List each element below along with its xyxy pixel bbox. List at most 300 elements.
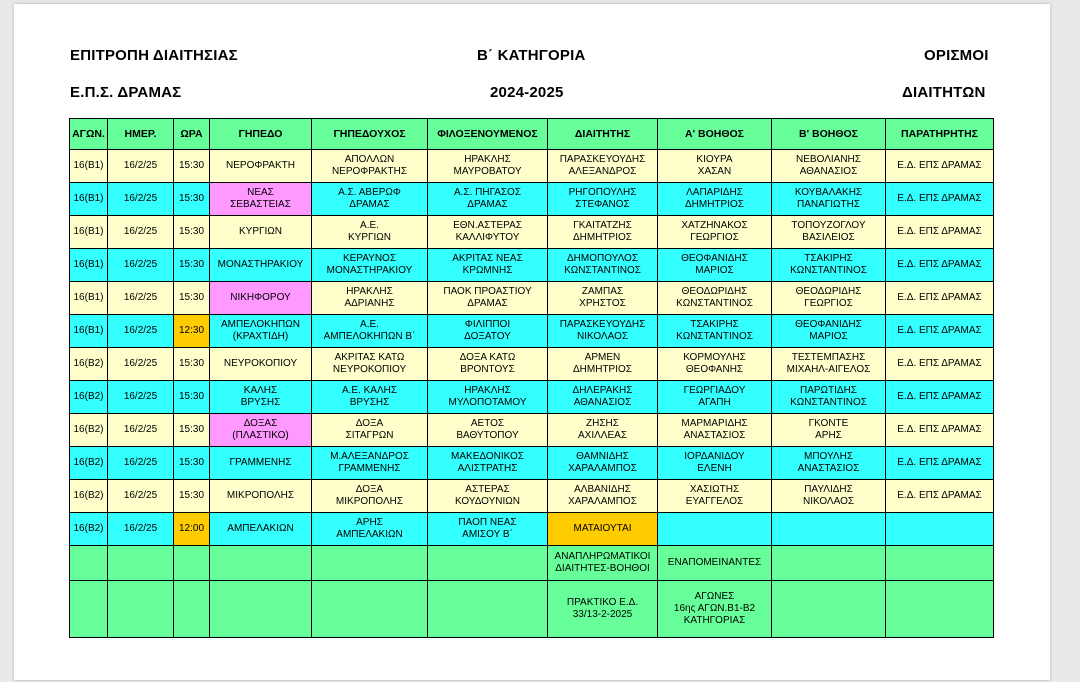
category-title: Β΄ ΚΑΤΗΓΟΡΙΑ	[477, 47, 586, 64]
away-team-cell	[428, 414, 548, 447]
away-team-cell-line: ΚΑΛΛΙΦΥΤΟΥ	[455, 232, 520, 243]
away-team-cell	[428, 447, 548, 480]
referee-cell	[548, 348, 658, 381]
referees-title: ΔΙΑΙΤΗΤΩΝ	[902, 84, 986, 101]
assistant2-cell	[772, 480, 886, 513]
away-team-cell	[428, 282, 548, 315]
stadium-cell	[210, 381, 312, 414]
away-team-cell	[428, 150, 548, 183]
referee-cell	[548, 381, 658, 414]
away-team-cell	[428, 315, 548, 348]
table-row	[70, 381, 994, 414]
away-team-cell-line: ΑΜΙΣΟΥ Β΄	[462, 529, 513, 540]
referee-cell-line: ΠΑΡΑΣΚΕΥΟΥΔΗΣ	[559, 319, 646, 330]
footer-referee-note	[548, 581, 658, 638]
home-team-cell-line: ΑΚΡΙΤΑΣ ΚΑΤΩ	[334, 352, 405, 363]
assistant1-cell	[658, 183, 772, 216]
home-team-cell-line: Α.Ε.	[360, 220, 379, 231]
time-cell: 15:30	[174, 282, 210, 315]
date-cell: 16/2/25	[108, 447, 174, 480]
home-team-cell-line: ΚΕΡΑΥΝΟΣ	[342, 253, 397, 264]
date-cell: 16/2/25	[108, 513, 174, 546]
home-team-cell-line: ΑΡΗΣ	[356, 517, 383, 528]
match-day-cell: 16(Β1)	[70, 216, 108, 249]
date-cell: 16/2/25	[108, 249, 174, 282]
referee-cell-line: ΡΗΓΟΠΟΥΛΗΣ	[568, 187, 637, 198]
empty-cell	[312, 546, 428, 581]
referee-cell-line: ΜΑΤΑΙΟΥΤΑΙ	[573, 523, 632, 534]
stadium-cell-line: (ΚΡΑΧΤΙΔΗ)	[232, 331, 289, 342]
match-day-cell: 16(Β1)	[70, 282, 108, 315]
referee-cell-line: ΝΙΚΟΛΑΟΣ	[576, 331, 629, 342]
referee-cell-line: ΖΑΜΠΑΣ	[581, 286, 624, 297]
referee-cell	[548, 183, 658, 216]
observer-cell: Ε.Δ. ΕΠΣ ΔΡΑΜΑΣ	[886, 249, 994, 282]
referee-cell-line: ΠΑΡΑΣΚΕΥΟΥΔΗΣ	[559, 154, 646, 165]
referee-cell-line: ΔΗΛΕΡΑΚΗΣ	[572, 385, 633, 396]
empty-cell	[428, 581, 548, 638]
stadium-cell-line: ΚΥΡΓΙΩΝ	[239, 226, 282, 237]
away-team-cell-line: ΑΣΤΕΡΑΣ	[465, 484, 510, 495]
time-cell: 15:30	[174, 216, 210, 249]
footer-assistant-note-line: ΕΝΑΠΟΜΕΙΝΑΝΤΕΣ	[667, 557, 762, 568]
observer-cell: Ε.Δ. ΕΠΣ ΔΡΑΜΑΣ	[886, 183, 994, 216]
stadium-cell-line: ΝΕΡΟΦΡΑΚΤΗ	[226, 160, 295, 171]
match-day-cell: 16(Β2)	[70, 381, 108, 414]
column-header: ΓΗΠΕΔΟΥΧΟΣ	[312, 119, 428, 150]
assistant1-cell	[658, 282, 772, 315]
away-team-cell-line: ΒΡΟΝΤΟΥΣ	[460, 364, 515, 375]
stadium-cell-line: ΝΙΚΗΦΟΡΟΥ	[230, 292, 291, 303]
home-team-cell-line: ΒΡΥΣΗΣ	[349, 397, 390, 408]
home-team-cell-line: Α.Σ. ΑΒΕΡΩΦ	[338, 187, 401, 198]
date-cell: 16/2/25	[108, 315, 174, 348]
away-team-cell-line: ΔΡΑΜΑΣ	[467, 199, 508, 210]
assistant2-cell	[772, 414, 886, 447]
away-team-cell-line: ΔΡΑΜΑΣ	[467, 298, 508, 309]
season-title: 2024-2025	[490, 84, 564, 101]
stadium-cell-line: ΝΕΑΣ	[247, 187, 274, 198]
assistant1-cell-line: ΘΕΟΦΑΝΗΣ	[685, 364, 744, 375]
home-team-cell	[312, 282, 428, 315]
referee-cell-line: ΑΡΜΕΝ	[584, 352, 621, 363]
stadium-cell-line: ΒΡΥΣΗΣ	[240, 397, 281, 408]
table-row	[70, 480, 994, 513]
referee-cell-line: ΔΗΜΗΤΡΙΟΣ	[573, 232, 632, 243]
empty-cell	[210, 546, 312, 581]
empty-cell	[210, 581, 312, 638]
referee-cell	[548, 414, 658, 447]
time-cell: 15:30	[174, 183, 210, 216]
table-row	[70, 183, 994, 216]
referee-cell-line: ΘΑΜΝΙΔΗΣ	[576, 451, 629, 462]
observer-cell: Ε.Δ. ΕΠΣ ΔΡΑΜΑΣ	[886, 315, 994, 348]
observer-cell: Ε.Δ. ΕΠΣ ΔΡΑΜΑΣ	[886, 216, 994, 249]
document-page	[14, 4, 1050, 680]
column-header: ΑΓΩΝ.	[70, 119, 108, 150]
assistant2-cell	[772, 348, 886, 381]
away-team-cell-line: ΚΟΥΔΟΥΝΙΩΝ	[454, 496, 521, 507]
assistant1-cell	[658, 414, 772, 447]
table-row	[70, 150, 994, 183]
home-team-cell-line: ΑΜΠΕΛΑΚΙΩΝ	[336, 529, 403, 540]
referee-cell-line: ΑΛΕΞΑΝΔΡΟΣ	[568, 166, 637, 177]
assistant1-cell-line: ΔΗΜΗΤΡΙΟΣ	[685, 199, 744, 210]
away-team-cell-line: Α.Σ. ΠΗΓΑΣΟΣ	[453, 187, 522, 198]
match-day-cell: 16(Β2)	[70, 480, 108, 513]
empty-cell	[772, 581, 886, 638]
table-row	[70, 348, 994, 381]
stadium-cell	[210, 414, 312, 447]
assistant2-cell-line: ΤΟΠΟΥΖΟΓΛΟΥ	[791, 220, 866, 231]
home-team-cell-line: ΑΔΡΙΑΝΗΣ	[344, 298, 395, 309]
observer-cell	[886, 513, 994, 546]
assignments-table	[69, 118, 994, 638]
assistant1-cell-line: ΤΣΑΚΙΡΗΣ	[690, 319, 739, 330]
assistant2-cell-line: ΓΕΩΡΓΙΟΣ	[804, 298, 853, 309]
stadium-cell	[210, 282, 312, 315]
match-day-cell: 16(Β1)	[70, 315, 108, 348]
table-header-row	[70, 119, 994, 150]
column-header: ΓΗΠΕΔΟ	[210, 119, 312, 150]
away-team-cell-line: ΗΡΑΚΛΗΣ	[464, 385, 511, 396]
date-cell: 16/2/25	[108, 414, 174, 447]
assistant2-cell	[772, 447, 886, 480]
empty-cell	[108, 546, 174, 581]
time-cell: 15:30	[174, 348, 210, 381]
stadium-cell-line: ΜΟΝΑΣΤΗΡΑΚΙΟΥ	[217, 259, 304, 270]
home-team-cell	[312, 447, 428, 480]
away-team-cell	[428, 183, 548, 216]
assistant2-cell-line: ΜΠΟΥΛΗΣ	[803, 451, 854, 462]
footer-referee-note-line: ΔΙΑΙΤΗΤΕΣ-ΒΟΗΘΟΙ	[555, 563, 650, 574]
footer-assistant-note-line: ΑΓΩΝΕΣ	[694, 591, 735, 602]
home-team-cell	[312, 414, 428, 447]
away-team-cell	[428, 381, 548, 414]
away-team-cell-line: ΕΘΝ.ΑΣΤΕΡΑΣ	[453, 220, 522, 231]
away-team-cell-line: ΦΙΛΙΠΠΟΙ	[464, 319, 511, 330]
assistant2-cell-line: ΝΙΚΟΛΑΟΣ	[802, 496, 855, 507]
table-row	[70, 282, 994, 315]
home-team-cell	[312, 183, 428, 216]
home-team-cell-line: ΔΟΞΑ	[355, 484, 384, 495]
match-day-cell: 16(Β1)	[70, 150, 108, 183]
referee-cell-line: ΧΑΡΑΛΑΜΠΟΣ	[568, 463, 637, 474]
assistant1-cell-line: ΑΝΑΣΤΑΣΙΟΣ	[683, 430, 746, 441]
away-team-cell-line: ΔΟΞΑ ΚΑΤΩ	[459, 352, 516, 363]
assistant2-cell	[772, 150, 886, 183]
observer-cell: Ε.Δ. ΕΠΣ ΔΡΑΜΑΣ	[886, 348, 994, 381]
away-team-cell-line: ΜΥΛΟΠΟΤΑΜΟΥ	[448, 397, 527, 408]
referee-cell	[548, 513, 658, 546]
footer-referee-note	[548, 546, 658, 581]
home-team-cell	[312, 513, 428, 546]
assistant2-cell-line: ΚΩΝΣΤΑΝΤΙΝΟΣ	[790, 397, 867, 408]
stadium-cell-line: ΝΕΥΡΟΚΟΠΙΟΥ	[223, 358, 298, 369]
assistant1-cell-line: ΛΑΠΑΡΙΔΗΣ	[686, 187, 743, 198]
empty-cell	[312, 581, 428, 638]
time-cell: 15:30	[174, 381, 210, 414]
assistant2-cell-line: ΓΚΟΝΤΕ	[808, 418, 849, 429]
date-cell: 16/2/25	[108, 282, 174, 315]
stadium-cell-line: ΔΟΞΑΣ	[243, 418, 278, 429]
footer-referee-note-line: 33/13-2-2025	[572, 609, 633, 620]
stadium-cell-line: ΑΜΠΕΛΑΚΙΩΝ	[227, 523, 294, 534]
home-team-cell	[312, 315, 428, 348]
time-cell: 15:30	[174, 150, 210, 183]
assistant1-cell	[658, 381, 772, 414]
away-team-cell	[428, 480, 548, 513]
match-day-cell: 16(Β1)	[70, 183, 108, 216]
date-cell: 16/2/25	[108, 480, 174, 513]
referee-cell-line: ΚΩΝΣΤΑΝΤΙΝΟΣ	[564, 265, 641, 276]
empty-cell	[886, 581, 994, 638]
committee-title: ΕΠΙΤΡΟΠΗ ΔΙΑΙΤΗΣΙΑΣ	[70, 47, 238, 64]
table-row	[70, 216, 994, 249]
assistant2-cell-line: ΘΕΟΦΑΝΙΔΗΣ	[795, 319, 862, 330]
stadium-cell-line: ΚΑΛΗΣ	[243, 385, 278, 396]
match-day-cell: 16(Β2)	[70, 414, 108, 447]
observer-cell: Ε.Δ. ΕΠΣ ΔΡΑΜΑΣ	[886, 414, 994, 447]
assistant1-cell-line: ΓΕΩΡΓΙΟΣ	[690, 232, 739, 243]
match-day-cell: 16(Β2)	[70, 447, 108, 480]
assistant2-cell-line: ΠΑΝΑΓΙΩΤΗΣ	[796, 199, 861, 210]
home-team-cell-line: ΜΙΚΡΟΠΟΛΗΣ	[335, 496, 404, 507]
away-team-cell	[428, 216, 548, 249]
table-body	[70, 150, 994, 638]
away-team-cell-line: ΜΑΚΕΔΟΝΙΚΟΣ	[451, 451, 524, 462]
referee-cell	[548, 315, 658, 348]
time-cell: 12:00	[174, 513, 210, 546]
empty-cell	[428, 546, 548, 581]
assistant1-cell-line: ΘΕΟΦΑΝΙΔΗΣ	[681, 253, 748, 264]
stadium-cell	[210, 480, 312, 513]
home-team-cell-line: ΝΕΥΡΟΚΟΠΙΟΥ	[332, 364, 407, 375]
home-team-cell-line: Μ.ΑΛΕΞΑΝΔΡΟΣ	[330, 451, 409, 462]
assistant1-cell-line: ΧΑΣΑΝ	[697, 166, 732, 177]
assistant2-cell-line: ΤΣΑΚΙΡΗΣ	[804, 253, 853, 264]
assistant1-cell	[658, 150, 772, 183]
column-header: ΔΙΑΙΤΗΤΗΣ	[548, 119, 658, 150]
table-row	[70, 447, 994, 480]
column-header: ΩΡΑ	[174, 119, 210, 150]
empty-cell	[174, 546, 210, 581]
home-team-cell	[312, 216, 428, 249]
assistant1-cell-line: ΚΟΡΜΟΥΛΗΣ	[683, 352, 746, 363]
assistant1-cell-line: ΘΕΟΔΩΡΙΔΗΣ	[681, 286, 748, 297]
stadium-cell-line: ΣΕΒΑΣΤΕΙΑΣ	[230, 199, 291, 210]
referee-cell-line: ΣΤΕΦΑΝΟΣ	[575, 199, 630, 210]
assistant2-cell-line: ΚΩΝΣΤΑΝΤΙΝΟΣ	[790, 265, 867, 276]
time-cell: 15:30	[174, 480, 210, 513]
observer-cell: Ε.Δ. ΕΠΣ ΔΡΑΜΑΣ	[886, 381, 994, 414]
home-team-cell-line: ΝΕΡΟΦΡΑΚΤΗΣ	[331, 166, 408, 177]
date-cell: 16/2/25	[108, 183, 174, 216]
assistant1-cell-line: ΕΛΕΝΗ	[697, 463, 732, 474]
footer-assistant-note-line: 16ης ΑΓΩΝ.Β1-Β2	[673, 603, 756, 614]
footer-row	[70, 581, 994, 638]
stadium-cell	[210, 315, 312, 348]
observer-cell: Ε.Δ. ΕΠΣ ΔΡΑΜΑΣ	[886, 282, 994, 315]
assistant1-cell-line: ΜΑΡΜΑΡΙΔΗΣ	[681, 418, 748, 429]
assistant2-cell	[772, 381, 886, 414]
empty-cell	[174, 581, 210, 638]
match-day-cell: 16(Β2)	[70, 348, 108, 381]
assistant2-cell-line: ΠΑΥΛΙΔΗΣ	[804, 484, 853, 495]
assistant2-cell-line: ΑΘΑΝΑΣΙΟΣ	[799, 166, 858, 177]
assistant2-cell	[772, 249, 886, 282]
referee-cell-line: ΧΡΗΣΤΟΣ	[579, 298, 626, 309]
away-team-cell-line: ΑΛΙΣΤΡΑΤΗΣ	[457, 463, 518, 474]
referee-cell-line: ΓΚΑΙΤΑΤΖΗΣ	[573, 220, 632, 231]
referee-cell	[548, 480, 658, 513]
home-team-cell	[312, 381, 428, 414]
away-team-cell	[428, 348, 548, 381]
stadium-cell	[210, 348, 312, 381]
assistant2-cell-line: ΜΙΧΑΗΛ-ΑΙΓΕΛΟΣ	[786, 364, 871, 375]
assistant2-cell	[772, 282, 886, 315]
stadium-cell-line: ΜΙΚΡΟΠΟΛΗΣ	[226, 490, 295, 501]
home-team-cell-line: ΜΟΝΑΣΤΗΡΑΚΙΟΥ	[326, 265, 413, 276]
home-team-cell	[312, 480, 428, 513]
home-team-cell-line: ΗΡΑΚΛΗΣ	[346, 286, 393, 297]
away-team-cell-line: ΠΑΟΚ ΠΡΟΑΣΤΙΟΥ	[443, 286, 532, 297]
assistant1-cell	[658, 315, 772, 348]
referee-cell	[548, 282, 658, 315]
assistant2-cell-line: ΤΕΣΤΕΜΠΑΣΗΣ	[791, 352, 866, 363]
referee-cell-line: ΔΗΜΟΠΟΥΛΟΣ	[566, 253, 639, 264]
assignments-title: ΟΡΙΣΜΟΙ	[924, 47, 989, 64]
table-row	[70, 414, 994, 447]
assistant1-cell-line: ΧΑΣΙΩΤΗΣ	[689, 484, 740, 495]
stadium-cell	[210, 249, 312, 282]
time-cell: 15:30	[174, 447, 210, 480]
table-row	[70, 513, 994, 546]
referee-cell-line: ΖΗΣΗΣ	[586, 418, 619, 429]
away-team-cell-line: ΑΕΤΟΣ	[470, 418, 505, 429]
empty-cell	[70, 581, 108, 638]
table-row	[70, 315, 994, 348]
column-header: Α' ΒΟΗΘΟΣ	[658, 119, 772, 150]
away-team-cell	[428, 513, 548, 546]
referee-cell	[548, 150, 658, 183]
assistant1-cell-line: ΚΩΝΣΤΑΝΤΙΝΟΣ	[676, 331, 753, 342]
home-team-cell-line: ΔΡΑΜΑΣ	[349, 199, 390, 210]
stadium-cell-line: ΑΜΠΕΛΟΚΗΠΩΝ	[221, 319, 300, 330]
stadium-cell	[210, 447, 312, 480]
referee-cell	[548, 249, 658, 282]
footer-assistant-note	[658, 581, 772, 638]
stadium-cell	[210, 183, 312, 216]
home-team-cell-line: ΑΜΠΕΛΟΚΗΠΩΝ Β΄	[323, 331, 416, 342]
away-team-cell-line: ΜΑΥΡΟΒΑΤΟΥ	[453, 166, 522, 177]
away-team-cell-line: ΒΑΘΥΤΟΠΟΥ	[456, 430, 519, 441]
assistant1-cell-line: ΕΥΑΓΓΕΛΟΣ	[685, 496, 744, 507]
column-header: Β' ΒΟΗΘΟΣ	[772, 119, 886, 150]
stadium-cell	[210, 513, 312, 546]
assistant1-cell	[658, 216, 772, 249]
date-cell: 16/2/25	[108, 216, 174, 249]
assistant2-cell-line: ΑΝΑΣΤΑΣΙΟΣ	[797, 463, 860, 474]
stadium-cell	[210, 150, 312, 183]
stadium-cell-line: (ΠΛΑΣΤΙΚΟ)	[232, 430, 289, 441]
home-team-cell-line: ΣΙΤΑΓΡΩΝ	[345, 430, 394, 441]
empty-cell	[886, 546, 994, 581]
assistant2-cell-line: ΚΟΥΒΑΛΑΚΗΣ	[794, 187, 863, 198]
observer-cell: Ε.Δ. ΕΠΣ ΔΡΑΜΑΣ	[886, 480, 994, 513]
referee-cell-line: ΧΑΡΑΛΑΜΠΟΣ	[568, 496, 637, 507]
away-team-cell-line: ΗΡΑΚΛΗΣ	[464, 154, 511, 165]
away-team-cell	[428, 249, 548, 282]
home-team-cell-line: ΓΡΑΜΜΕΝΗΣ	[338, 463, 401, 474]
stadium-cell	[210, 216, 312, 249]
away-team-cell-line: ΠΑΟΠ ΝΕΑΣ	[458, 517, 517, 528]
table-row	[70, 249, 994, 282]
match-day-cell: 16(Β1)	[70, 249, 108, 282]
assistant2-cell-line: ΠΑΡΩΤΙΔΗΣ	[799, 385, 857, 396]
date-cell: 16/2/25	[108, 381, 174, 414]
assistant1-cell-line: ΙΟΡΔΑΝΙΔΟΥ	[684, 451, 745, 462]
footer-assistant-note	[658, 546, 772, 581]
footer-assistant-note-line: ΚΑΤΗΓΟΡΙΑΣ	[683, 615, 746, 626]
assistant1-cell-line: ΧΑΤΖΗΝΑΚΟΣ	[681, 220, 748, 231]
assistant1-cell	[658, 480, 772, 513]
assistant1-cell	[658, 513, 772, 546]
stadium-cell-line: ΓΡΑΜΜΕΝΗΣ	[229, 457, 292, 468]
column-header: ΦΙΛΟΞΕΝΟΥΜΕΝΟΣ	[428, 119, 548, 150]
home-team-cell-line: Α.Ε.	[360, 319, 379, 330]
referee-cell-line: ΑΛΒΑΝΙΔΗΣ	[574, 484, 631, 495]
assistant2-cell	[772, 216, 886, 249]
empty-cell	[70, 546, 108, 581]
home-team-cell-line: ΑΠΟΛΛΩΝ	[344, 154, 395, 165]
time-cell: 15:30	[174, 414, 210, 447]
assistant2-cell-line: ΜΑΡΙΟΣ	[809, 331, 848, 342]
home-team-cell	[312, 249, 428, 282]
column-header: ΗΜΕΡ.	[108, 119, 174, 150]
referee-cell-line: ΑΧΙΛΛΕΑΣ	[578, 430, 627, 441]
home-team-cell	[312, 348, 428, 381]
assistant1-cell-line: ΚΩΝΣΤΑΝΤΙΝΟΣ	[676, 298, 753, 309]
time-cell: 12:30	[174, 315, 210, 348]
home-team-cell	[312, 150, 428, 183]
home-team-cell-line: ΚΥΡΓΙΩΝ	[348, 232, 391, 243]
footer-referee-note-line: ΠΡΑΚΤΙΚΟ Ε.Δ.	[566, 597, 639, 608]
assistant2-cell	[772, 315, 886, 348]
assistant1-cell	[658, 249, 772, 282]
empty-cell	[772, 546, 886, 581]
assistant2-cell-line: ΝΕΒΟΛΙΑΝΗΣ	[796, 154, 861, 165]
away-team-cell-line: ΑΚΡΙΤΑΣ ΝΕΑΣ	[452, 253, 523, 264]
assistant2-cell	[772, 183, 886, 216]
column-header: ΠΑΡΑΤΗΡΗΤΗΣ	[886, 119, 994, 150]
assistant1-cell-line: ΚΙΟΥΡΑ	[696, 154, 733, 165]
home-team-cell-line: ΔΟΞΑ	[355, 418, 384, 429]
observer-cell: Ε.Δ. ΕΠΣ ΔΡΑΜΑΣ	[886, 150, 994, 183]
assistant1-cell-line: ΑΓΑΠΗ	[698, 397, 731, 408]
match-day-cell: 16(Β2)	[70, 513, 108, 546]
away-team-cell-line: ΚΡΩΜΝΗΣ	[462, 265, 513, 276]
away-team-cell-line: ΔΟΞΑΤΟΥ	[464, 331, 511, 342]
assistant2-cell-line: ΘΕΟΔΩΡΙΔΗΣ	[795, 286, 862, 297]
assistant1-cell-line: ΜΑΡΙΟΣ	[695, 265, 734, 276]
date-cell: 16/2/25	[108, 348, 174, 381]
assistant2-cell-line: ΑΡΗΣ	[815, 430, 842, 441]
assistant1-cell	[658, 447, 772, 480]
referee-cell	[548, 447, 658, 480]
assistant1-cell	[658, 348, 772, 381]
referee-cell-line: ΑΘΑΝΑΣΙΟΣ	[573, 397, 632, 408]
